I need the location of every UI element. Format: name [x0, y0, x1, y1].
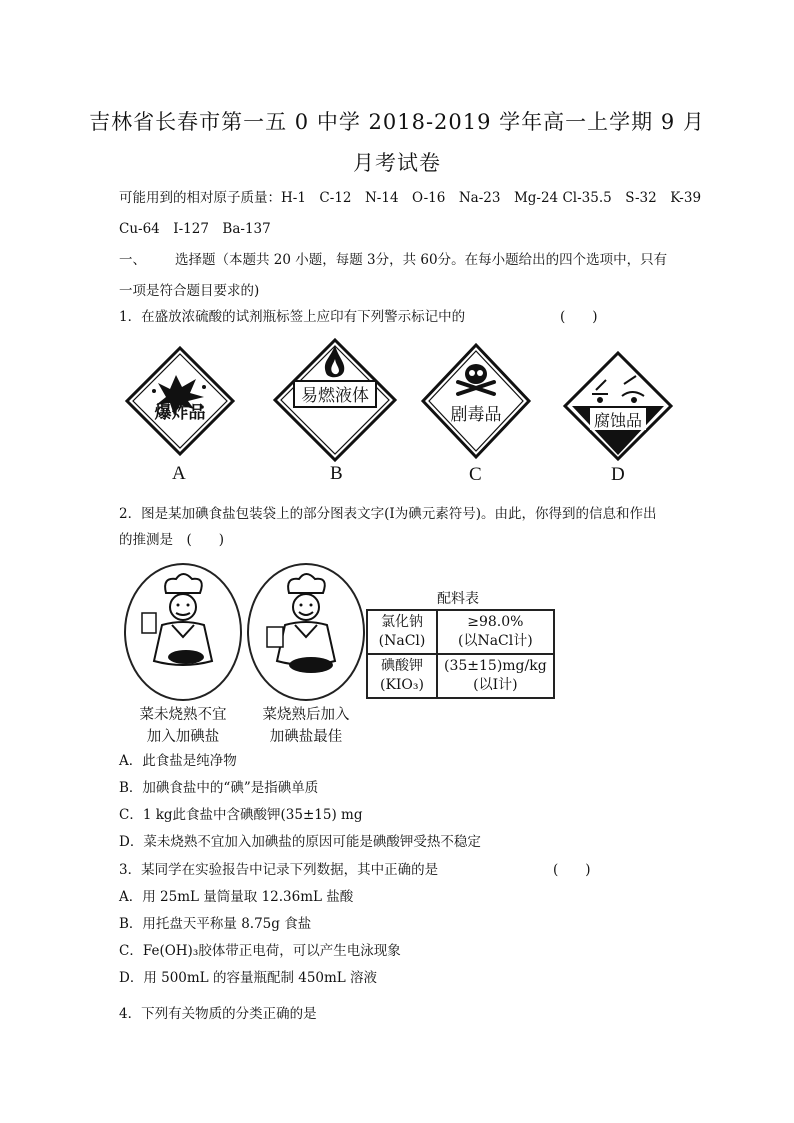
- table-row: [367, 654, 554, 698]
- caption-line: 菜烧熟后加入: [262, 707, 350, 723]
- question-3-stem: 3．某同学在实验报告中记录下列数据，其中正确的是: [119, 862, 439, 878]
- table-cell: (NaCl): [378, 633, 426, 649]
- chef-caption-right: [247, 704, 365, 748]
- table-cell: 碘酸钾: [381, 658, 423, 674]
- chef-icon: [126, 565, 240, 699]
- question-4-stem: 4．下列有关物质的分类正确的是: [119, 1006, 317, 1022]
- chef-illustration-right: [247, 563, 365, 701]
- sign-letter-c: C: [469, 464, 482, 485]
- table-cell: (以I计): [473, 677, 518, 693]
- caption-line: 加碘盐最佳: [269, 729, 343, 745]
- chef-illustration-left: [124, 563, 242, 701]
- question-2-stem-line2: 的推测是 ( ): [119, 532, 225, 548]
- hazard-sign-toxic: [420, 342, 532, 460]
- ingredient-table-title: 配料表: [437, 591, 479, 607]
- sign-letter-b: B: [330, 463, 343, 484]
- sign-text-b: 易燃液体: [301, 386, 369, 406]
- question-1-stem: 1．在盛放浓硫酸的试剂瓶标签上应印有下列警示标记中的: [119, 309, 466, 325]
- page-title-line2: 月考试卷: [353, 151, 441, 175]
- question-3-option-c: C．Fe(OH)₃胶体带正电荷，可以产生电泳现象: [119, 943, 401, 959]
- caption-line: 加入加碘盐: [146, 729, 220, 745]
- chef-icon: [249, 565, 363, 699]
- atomic-masses-line1: 可能用到的相对原子质量：H-1 C-12 N-14 O-16 Na-23 Mg-24 Cl-35.5 S-32 K-39: [119, 190, 702, 206]
- section-intro-line2: 一项是符合题目要求的): [119, 283, 260, 299]
- table-cell: ≥98.0%: [467, 614, 524, 630]
- sign-text-a: 爆炸品: [154, 403, 206, 423]
- answer-paren: ( ): [553, 862, 591, 878]
- table-row: [367, 610, 554, 654]
- table-cell: (KIO₃): [379, 677, 424, 693]
- section-intro-line1: 选择题（本题共 20 小题，每题 3分，共 60分。在每小题给出的四个选项中，只有: [175, 252, 668, 268]
- table-cell: 氯化钠: [381, 614, 423, 630]
- answer-paren: ( ): [560, 309, 598, 325]
- question-2-option-b: B．加碘食盐中的“碘”是指碘单质: [119, 780, 319, 796]
- question-3-option-b: B．用托盘天平称量 8.75g 食盐: [119, 916, 312, 932]
- sign-text-d: 腐蚀品: [593, 411, 643, 430]
- table-cell: (35±15)mg/kg: [444, 658, 547, 674]
- hazard-sign-explosive: [124, 345, 236, 457]
- ingredient-table: [366, 609, 555, 699]
- section-number: 一、: [119, 252, 146, 268]
- page-title-line1: 吉林省长春市第一五 0 中学 2018-2019 学年高一上学期 9 月: [89, 110, 705, 134]
- question-2-option-c: C．1 kg此食盐中含碘酸钾(35±15) mg: [119, 807, 363, 823]
- question-2-option-a: A．此食盐是纯净物: [119, 753, 237, 769]
- hazard-sign-corrosive: [562, 350, 674, 462]
- sign-letter-d: D: [611, 464, 625, 485]
- sign-letter-a: A: [172, 463, 186, 484]
- question-3-option-a: A．用 25mL 量筒量取 12.36mL 盐酸: [119, 889, 354, 905]
- question-2-stem-line1: 2．图是某加碘食盐包装袋上的部分图表文字(I为碘元素符号)。由此，你得到的信息和作出: [119, 506, 657, 522]
- atomic-masses-line2: Cu-64 I-127 Ba-137: [119, 221, 271, 237]
- sign-text-c: 剧毒品: [450, 405, 502, 425]
- hazard-sign-flammable: [272, 337, 398, 463]
- table-cell: (以NaCl计): [457, 633, 533, 649]
- question-2-option-d: D．菜未烧熟不宜加入加碘盐的原因可能是碘酸钾受热不稳定: [119, 834, 481, 850]
- caption-line: 菜未烧熟不宜: [139, 707, 227, 723]
- chef-caption-left: [124, 704, 242, 748]
- question-3-option-d: D．用 500mL 的容量瓶配制 450mL 溶液: [119, 970, 378, 986]
